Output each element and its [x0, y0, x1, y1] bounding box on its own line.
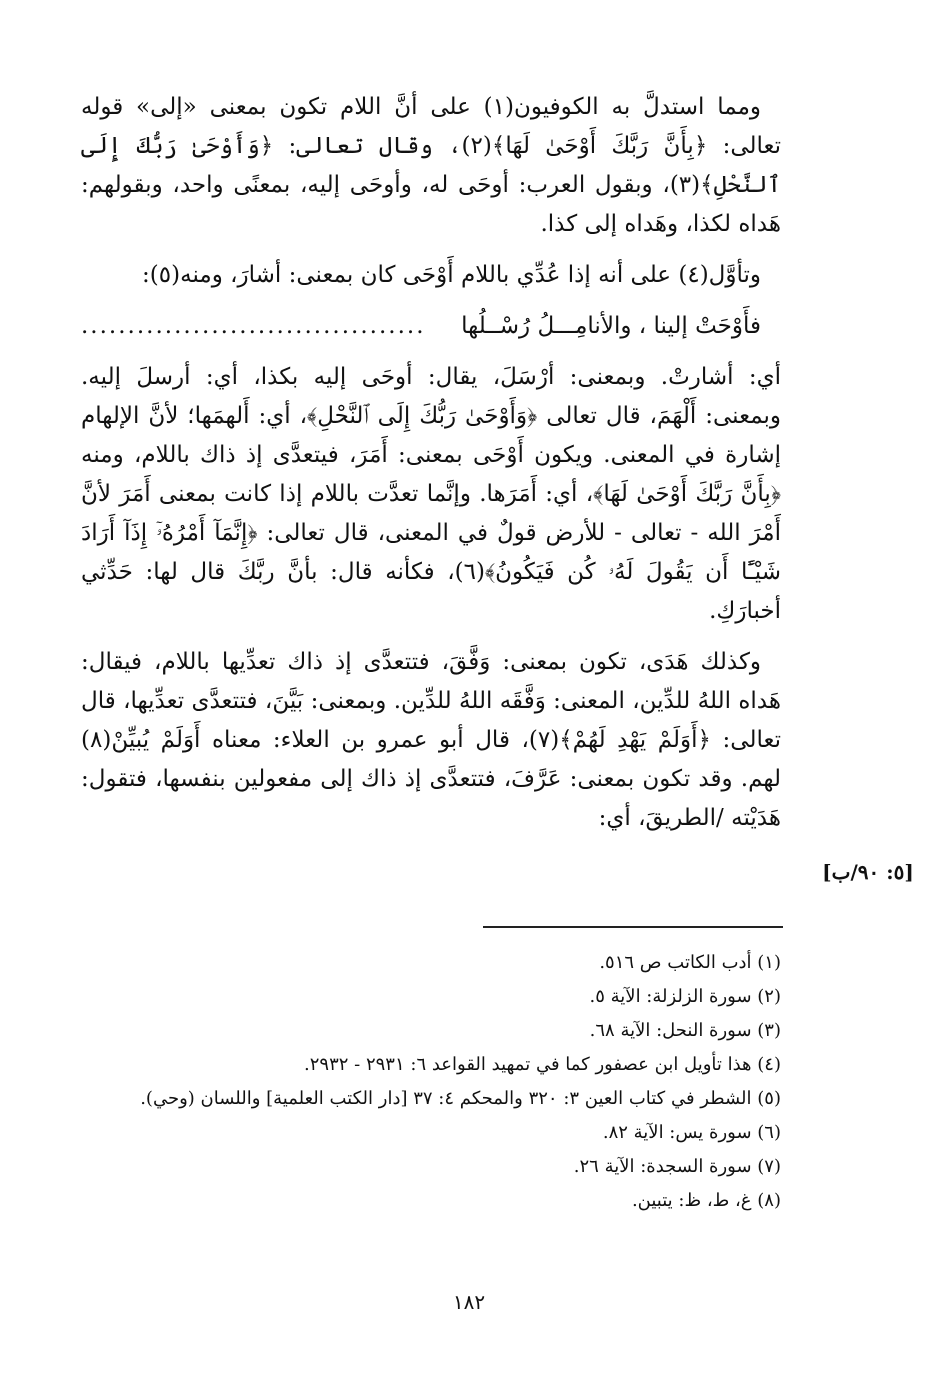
paragraph-2: وتأوَّل(٤) على أنه إذا عُدِّي باللام أَوْحَى كان بمعنى: أشارَ، ومنه(٥):	[142, 262, 761, 288]
paragraph-4: وكذلك هَدَى، تكون بمعنى: وَفَّقَ، فتتعدَّى إذ ذاك تعدِّيها باللام، فيقال: هَداه اللهُ للدِّين، المعنى: وَفَّقَه اللهُ للدِّين. وبمعنى: بَيَّنَ، فتتعدَّى تعدِّيها، قال تعالى: ﴿أَوَلَمْ يَهْدِ لَهُمْ﴾(٧)، قال أبو عمرو بن العلاء: معناه أَوَلَمْ يُبيِّنْ(٨) لهم. وقد تكون بمعنى: عَرَّفَ، فتتعدَّى إذ ذاك إلى مفعولين بنفسها، فتقول: هَدَيْته /الطريقَ، أي:	[81, 649, 781, 831]
page-number: ١٨٢	[452, 1290, 486, 1314]
paragraph-1: ومما استدلَّ به الكوفيون(١) على أنَّ اللام تكون بمعنى «إلى» قوله تعالى: ﴿بِأَنَّ رَبَّكَ أَوْحَىٰ لَهَا﴾(٢)، وقال تعالى: ﴿وَأَوْحَىٰ رَبُّكَ إِلَى ٱلنَّحْلِ﴾(٣)، وبقول العرب: أوحَى له، وأوحَى إليه، بمعنًى واحد، وبقولهم: هَداه لكذا، وهَداه إلى كذا.	[81, 94, 781, 237]
footnote-divider	[483, 926, 783, 928]
footnote-1: (١) أدب الكاتب ص ٥١٦.	[599, 952, 781, 973]
paragraph-3: أي: أشارتْ. وبمعنى: أرْسَلَ، يقال: أوحَى إليه بكذا، أي: أرسلَ إليه. وبمعنى: أَلْهَمَ، قال تعالى ﴿وَأَوْحَىٰ رَبُّكَ إِلَى ٱلنَّحْلِ﴾، أي: أَلهمَها؛ لأنَّ الإلهام إشارة في المعنى. ويكون أَوْحَى بمعنى: أَمَرَ، فيتعدَّى إذ ذاك باللام، ومنه ﴿بِأَنَّ رَبَّكَ أَوْحَىٰ لَهَا﴾، أي: أَمَرَها. وإنَّما تعدَّت باللام إذا كانت بمعنى أَمَرَ لأنَّ أَمْرَ الله - تعالى - للأرض قولٌ في المعنى، قال تعالى: ﴿إِنَّمَآ أَمْرُهُۥٓ إِذَآ أَرَادَ شَيْـًٔا أَن يَقُولَ لَهُۥ كُن فَيَكُونُ﴾(٦)، فكأنه قال: بأنَّ ربَّكَ قال لها: حَدِّثي أخبارَكِ.	[81, 364, 781, 624]
poetry-verse	[81, 307, 781, 346]
footnote-7: (٧) سورة السجدة: الآية ٢٦.	[573, 1156, 781, 1177]
main-text	[81, 88, 781, 850]
footnote-6: (٦) سورة يس: الآية ٨٢.	[602, 1122, 781, 1143]
footnote-2: (٢) سورة الزلزلة: الآية ٥.	[589, 986, 781, 1007]
footnotes	[81, 946, 781, 1218]
manuscript-folio-reference: [٥: ٩٠/ب]	[822, 860, 914, 884]
verse-ellipsis: .....................................	[81, 313, 426, 339]
footnote-8: (٨) غ، ط، ظ: يتبين.	[631, 1190, 781, 1211]
footnote-3: (٣) سورة النحل: الآية ٦٨.	[589, 1020, 781, 1041]
footnote-5: (٥) الشطر في كتاب العين ٣: ٣٢٠ والمحكم ٤: ٣٧ [دار الكتب العلمية] واللسان (وحي).	[140, 1088, 781, 1109]
verse-hemistich: فأَوْحَتْ إلينا ، والأنامِـــلُ رُسْــلُها	[461, 313, 761, 339]
footnote-4: (٤) هذا تأويل ابن عصفور كما في تمهيد القواعد ٦: ٢٩٣١ - ٢٩٣٢.	[304, 1054, 781, 1075]
